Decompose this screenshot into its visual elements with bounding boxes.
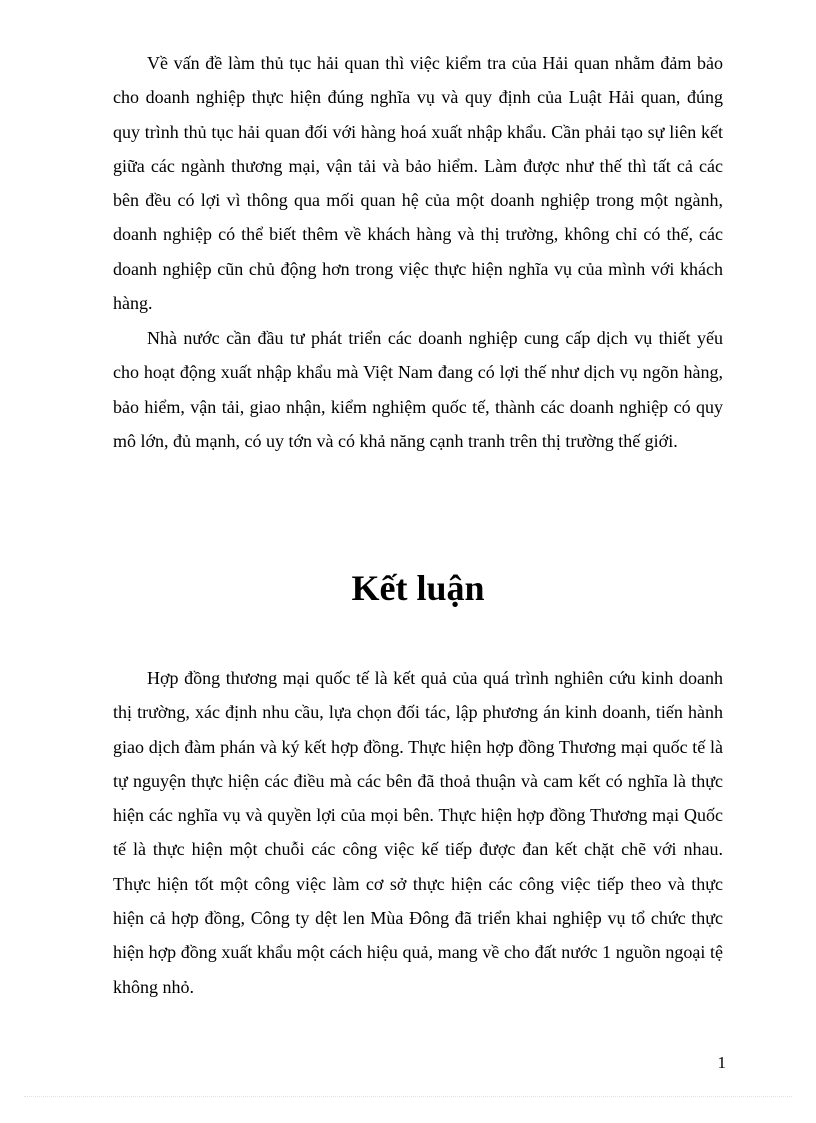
section-heading-conclusion: Kết luận xyxy=(351,568,485,608)
body-paragraph-state-investment: Nhà nước cần đầu tư phát triển các doanh nghiệp cung cấp dịch vụ thiết yếu cho hoạt động xuất nhập khẩu mà Việt Nam đang có lợi thế như dịch vụ ngõn hàng, bảo hiểm, vận tải, giao nhận, kiểm nghiệm quốc tế, thành các doanh nghiệp có quy mô lớn, đủ mạnh, có uy tớn và có khả năng cạnh tranh trên thị trường thế giới. xyxy=(113,328,723,451)
body-paragraph-customs: Về vấn đề làm thủ tục hải quan thì việc kiểm tra của Hải quan nhằm đảm bảo cho doanh nghiệp thực hiện đúng nghĩa vụ và quy định của Luật Hải quan, đúng quy trình thủ tục hải quan đối với hàng hoá xuất nhập khẩu. Cần phải tạo sự liên kết giữa các ngành thương mại, vận tải và bảo hiểm. Làm được như thế thì tất cả các bên đều có lợi vì thông qua mối quan hệ của một doanh nghiệp trong một ngành, doanh nghiệp có thể biết thêm về khách hàng và thị trường, không chỉ có thế, các doanh nghiệp cũn chủ động hơn trong việc thực hiện nghĩa vụ của mình với khách hàng. xyxy=(113,53,723,314)
page-number: 1 xyxy=(717,1053,726,1072)
page-bottom-divider xyxy=(24,1096,792,1097)
body-paragraph-conclusion: Hợp đồng thương mại quốc tế là kết quả của quá trình nghiên cứu kinh doanh thị trường, xác định nhu cầu, lựa chọn đối tác, lập phương án kinh doanh, tiến hành giao dịch đàm phán và ký kết hợp đồng. Thực hiện hợp đồng Thương mại quốc tế là tự nguyện thực hiện các điều mà các bên đã thoả thuận và cam kết có nghĩa là thực hiện các nghĩa vụ và quyền lợi của mọi bên. Thực hiện hợp đồng Thương mại Quốc tế là thực hiện một chuỗi các công việc kế tiếp được đan kết chặt chẽ với nhau. Thực hiện tốt một công việc làm cơ sở thực hiện các công việc tiếp theo và thực hiện cả hợp đồng, Công ty dệt len Mùa Đông đã triển khai nghiệp vụ tổ chức thực hiện hợp đồng xuất khẩu một cách hiệu quả, mang về cho đất nước 1 nguồn ngoại tệ không nhỏ. xyxy=(113,668,723,997)
